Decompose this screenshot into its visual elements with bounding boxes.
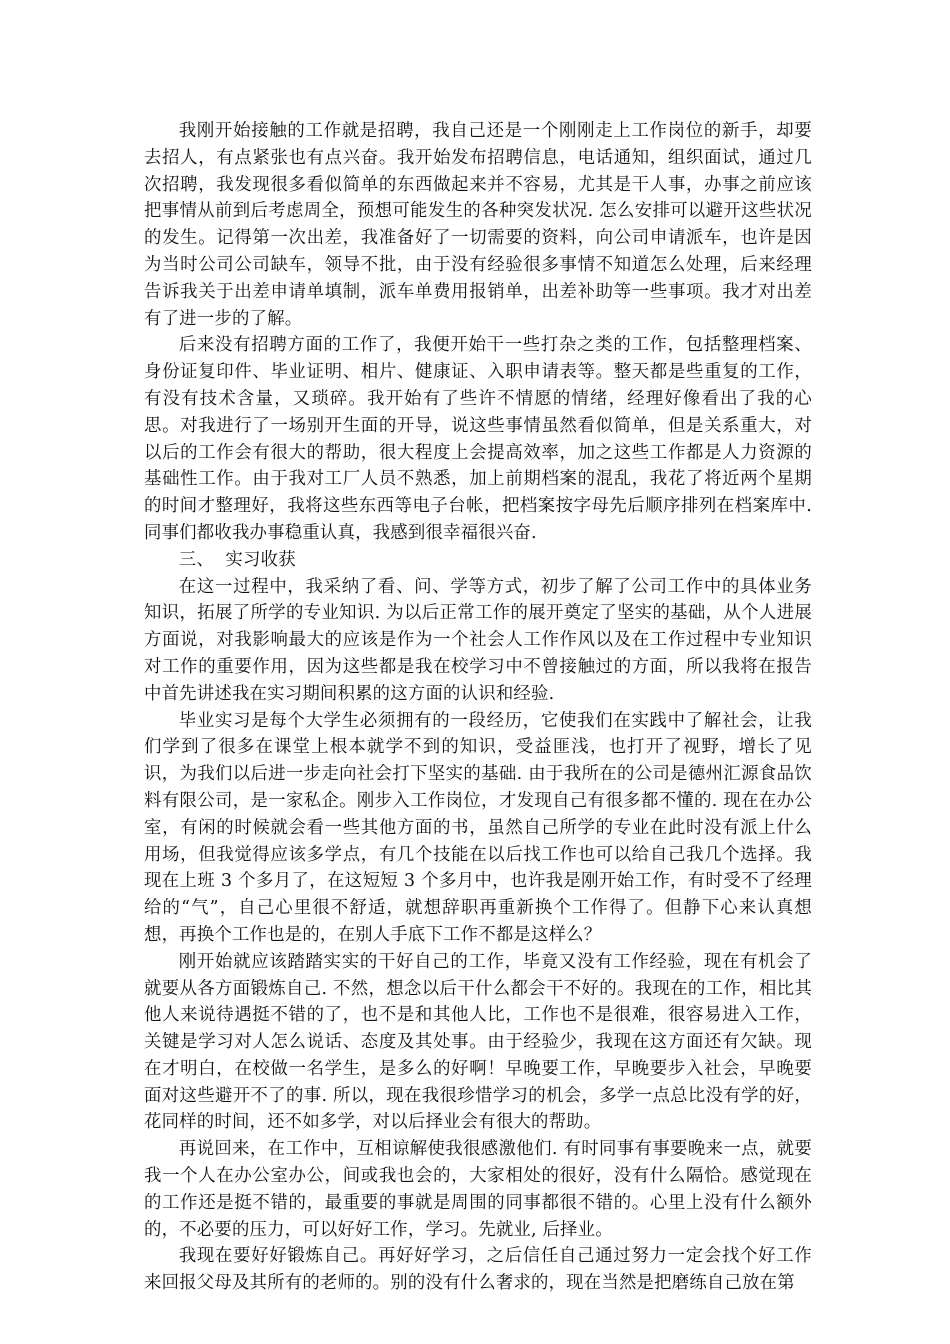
- paragraph-recruiting: 我刚开始接触的工作就是招聘，我自己还是一个刚刚走上工作岗位的新手，却要去招人，有点紧张也有点兴奋。我开始发布招聘信息，电话通知，组织面试，通过几次招聘，我发现很多看似简单的东西做起来并不容易，尤其是干人事，办事之前应该把事情从前到后考虑周全，预想可能发生的各种突发状况. 怎么安排可以避开这些状况的发生。记得第一次出差，我准备好了一切需要的资料，向公司申请派车，也许是因为当时公司公司缺车，领导不批，由于没有经验很多事情不知道怎么处理，后来经理告诉我关于出差申请单填制，派车单费用报销单，出差补助等一些事项。我才对出差有了进一步的了解。: [144, 121, 812, 329]
- document-page: [144, 118, 812, 1297]
- paragraph-self-improvement: 我现在要好好锻炼自己。再好好学习，之后信任自己通过努力一定会找个好工作来回报父母及其所有的老师的。别的没有什么奢求的，现在当然是把磨练自己放在第: [144, 1246, 812, 1294]
- paragraph-filing-work: 后来没有招聘方面的工作了，我便开始干一些打杂之类的工作，包括整理档案、身份证复印件、毕业证明、相片、健康证、入职申请表等。整天都是些重复的工作，有没有技术含量，又琐碎。我开始有了些许不情愿的情绪，经理好像看出了我的心思。对我进行了一场别开生面的开导，说这些事情虽然看似简单，但是关系重大，对以后的工作会有很大的帮助，很大程度上会提高效率，加之这些工作都是人力资源的基础性工作。由于我对工厂人员不熟悉，加上前期档案的混乱，我花了将近两个星期的时间才整理好，我将这些东西等电子台帐，把档案按字母先后顺序排列在档案库中. 同事们都收我办事稳重认真，我感到很幸福很兴奋.: [144, 335, 812, 543]
- paragraph-work-attitude: 刚开始就应该踏踏实实的干好自己的工作，毕竟又没有工作经验，现在有机会了就要从各方面锻炼自己. 不然，想念以后干什么都会干不好的。我现在的工作，相比其他人来说待遇挺不错的了，也不是和其他人比，工作也不是很难，很容易进入工作，关键是学习对人怎么说话、态度及其处事。由于经验少，我现在这方面还有欠缺。现在才明白，在校做一名学生，是多么的好啊！早晚要工作，早晚要步入社会，早晚要面对这些避开不了的事. 所以，现在我很珍惜学习的机会，多学一点总比没有学的好，花同样的时间，还不如多学，对以后择业会有很大的帮助。: [144, 951, 812, 1133]
- paragraph-colleagues: 再说回来，在工作中，互相谅解使我很感激他们. 有时同事有事要晚来一点，就要我一个人在办公室办公，间或我也会的，大家相处的很好，没有什么隔恰。感觉现在的工作还是挺不错的，最重要的事就是周围的同事都很不错的。心里上没有什么额外的，不必要的压力，可以好好工作，学习。先就业, 后择业。: [144, 1139, 812, 1240]
- paragraph-learning-methods: 在这一过程中，我采纳了看、问、学等方式，初步了解了公司工作中的具体业务知识，拓展了所学的专业知识. 为以后正常工作的展开奠定了坚实的基础，从个人进展方面说，对我影响最大的应该是作为一个社会人工作作风以及在工作过程中专业知识对工作的重要作用，因为这些都是我在校学习中不曾接触过的方面，所以我将在报告中首先讲述我在实习期间积累的这方面的认识和经验.: [144, 576, 812, 704]
- paragraph-graduation-internship: 毕业实习是每个大学生必须拥有的一段经历，它使我们在实践中了解社会，让我们学到了很多在课堂上根本就学不到的知识，受益匪浅，也打开了视野，增长了见识，为我们以后进一步走向社会打下坚实的基础. 由于我所在的公司是德州汇源食品饮料有限公司，是一家私企。刚步入工作岗位，才发现自己有很多都不懂的. 现在在办公室，有闲的时候就会看一些其他方面的书，虽然自己所学的专业在此时没有派上什么用场，但我觉得应该多学点，有几个技能在以后找工作也可以给自己我几个选择。我现在上班 3 个多月了，在这短短 3 个多月中，也许我是刚开始工作，有时受不了经理给的“气”，自己心里很不舒适，就想辞职再重新换个工作得了。但静下心来认真想想，再换个工作也是的，在别人手底下工作不都是这样么？: [144, 710, 812, 945]
- section-heading-internship-gains: 三、 实习收获: [178, 549, 296, 570]
